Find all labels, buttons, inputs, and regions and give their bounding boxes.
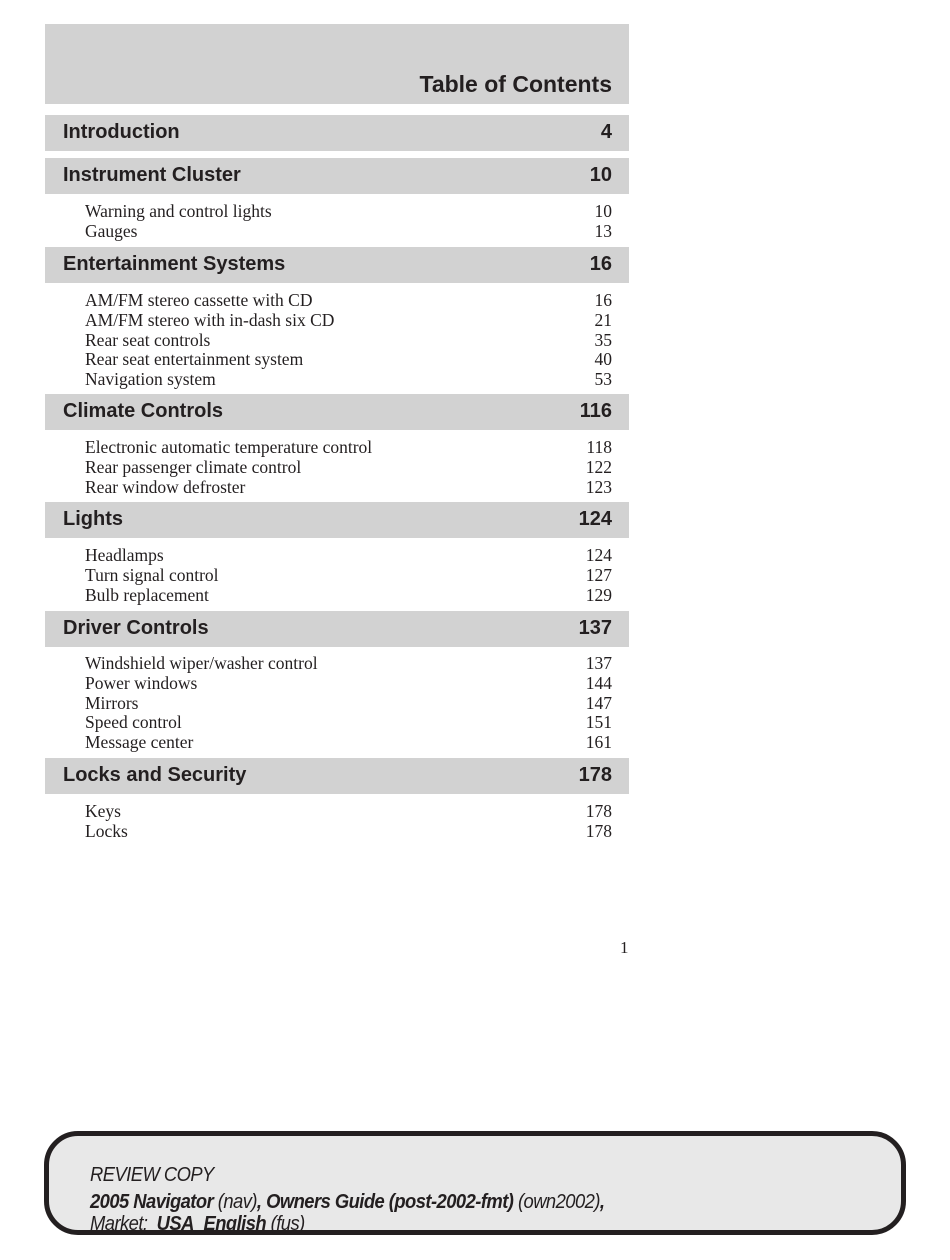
section-climate-controls[interactable] <box>45 394 629 430</box>
section-label: Instrument Cluster <box>63 164 241 186</box>
section-label: Driver Controls <box>63 617 209 639</box>
review-product-line <box>90 1191 604 1214</box>
market-code: (fus) <box>270 1213 305 1235</box>
guide-code: (own2002) <box>517 1191 600 1213</box>
toc-entry[interactable] <box>45 350 629 370</box>
toc-entry[interactable] <box>45 733 629 753</box>
section-page: 16 <box>589 253 612 275</box>
toc-entry[interactable] <box>45 478 629 498</box>
section-page: 178 <box>578 764 612 786</box>
entry-page: 35 <box>594 329 612 350</box>
vehicle-code: (nav) <box>217 1191 257 1213</box>
entry-label: Keys <box>85 801 121 821</box>
entry-label: Rear passenger climate control <box>85 456 302 477</box>
sub-items-driver-controls <box>45 654 629 753</box>
entry-label: Locks <box>85 820 128 841</box>
toc-entry[interactable] <box>45 458 629 478</box>
toc-entry[interactable] <box>45 222 629 242</box>
entry-label: Message center <box>85 732 194 753</box>
entry-page: 147 <box>585 692 612 713</box>
section-page: 137 <box>578 617 612 639</box>
section-label: Lights <box>63 508 123 530</box>
entry-page: 16 <box>594 290 612 310</box>
entry-page: 123 <box>585 476 612 497</box>
market-name: USA_English <box>156 1213 267 1235</box>
entry-page: 151 <box>585 712 612 733</box>
sub-items-climate-controls <box>45 438 629 497</box>
entry-label: Navigation system <box>85 369 216 390</box>
section-driver-controls[interactable] <box>45 611 629 647</box>
toc-header <box>45 24 629 104</box>
guide-name: Owners Guide (post-2002-fmt) <box>266 1191 514 1213</box>
entry-page: 124 <box>585 545 612 565</box>
review-market-line <box>90 1213 305 1236</box>
entry-page: 144 <box>585 672 612 693</box>
entry-page: 118 <box>586 437 612 457</box>
section-page: 124 <box>578 508 612 530</box>
section-label: Locks and Security <box>63 764 247 786</box>
section-lights[interactable] <box>45 502 629 538</box>
entry-label: AM/FM stereo with in-dash six CD <box>85 309 335 330</box>
entry-label: Rear window defroster <box>85 476 246 497</box>
entry-label: Rear seat entertainment system <box>85 349 304 370</box>
entry-page: 129 <box>585 584 612 605</box>
section-page: 4 <box>600 121 612 143</box>
entry-page: 137 <box>585 653 612 673</box>
market-label: Market: <box>90 1213 148 1235</box>
vehicle-name: 2005 Navigator <box>90 1191 214 1213</box>
entry-label: Headlamps <box>85 545 164 565</box>
toc-entry[interactable] <box>45 291 629 311</box>
section-entertainment-systems[interactable] <box>45 247 629 283</box>
section-page: 10 <box>589 164 612 186</box>
toc-entry[interactable] <box>45 654 629 674</box>
sub-items-lights <box>45 546 629 605</box>
page-title: Table of Contents <box>419 71 612 97</box>
section-label: Entertainment Systems <box>63 253 286 275</box>
entry-page: 127 <box>585 564 612 585</box>
toc-entry[interactable] <box>45 694 629 714</box>
review-title: REVIEW COPY <box>90 1164 214 1186</box>
toc-entry[interactable] <box>45 331 629 351</box>
review-copy-box <box>44 1131 906 1235</box>
section-locks-and-security[interactable] <box>45 758 629 794</box>
entry-label: Rear seat controls <box>85 329 211 350</box>
entry-label: Power windows <box>85 672 198 693</box>
toc-entry[interactable] <box>45 713 629 733</box>
toc-entry[interactable] <box>45 822 629 842</box>
review-copy-label <box>90 1164 214 1187</box>
section-introduction[interactable] <box>45 115 629 151</box>
toc-entry[interactable] <box>45 674 629 694</box>
entry-page: 10 <box>594 201 612 221</box>
section-instrument-cluster[interactable] <box>45 158 629 194</box>
toc-entry[interactable] <box>45 311 629 331</box>
sub-items-locks-and-security <box>45 802 629 842</box>
toc-entry[interactable] <box>45 202 629 222</box>
sub-items-entertainment-systems <box>45 291 629 390</box>
entry-label: Windshield wiper/washer control <box>85 653 318 673</box>
entry-page: 122 <box>585 456 612 477</box>
separator: , <box>256 1191 262 1213</box>
entry-label: Warning and control lights <box>85 201 272 221</box>
toc-entry[interactable] <box>45 546 629 566</box>
entry-label: AM/FM stereo cassette with CD <box>85 290 313 310</box>
entry-page: 161 <box>585 732 612 753</box>
entry-label: Electronic automatic temperature control <box>85 437 373 457</box>
toc-entry[interactable] <box>45 586 629 606</box>
sub-items-instrument-cluster <box>45 202 629 242</box>
section-label: Climate Controls <box>63 400 224 422</box>
entry-page: 178 <box>585 820 612 841</box>
separator: , <box>599 1191 605 1213</box>
entry-label: Speed control <box>85 712 182 733</box>
entry-label: Gauges <box>85 220 138 241</box>
toc-entry[interactable] <box>45 802 629 822</box>
toc-entry[interactable] <box>45 438 629 458</box>
entry-page: 53 <box>594 369 612 390</box>
entry-label: Turn signal control <box>85 564 219 585</box>
toc-entry[interactable] <box>45 370 629 390</box>
section-page: 116 <box>579 400 612 422</box>
entry-label: Mirrors <box>85 692 139 713</box>
page-number: 1 <box>620 938 629 957</box>
entry-page: 13 <box>594 220 612 241</box>
entry-page: 178 <box>585 801 612 821</box>
entry-page: 21 <box>594 309 612 330</box>
section-label: Introduction <box>63 121 180 143</box>
entry-page: 40 <box>594 349 612 370</box>
entry-label: Bulb replacement <box>85 584 209 605</box>
toc-entry[interactable] <box>45 566 629 586</box>
